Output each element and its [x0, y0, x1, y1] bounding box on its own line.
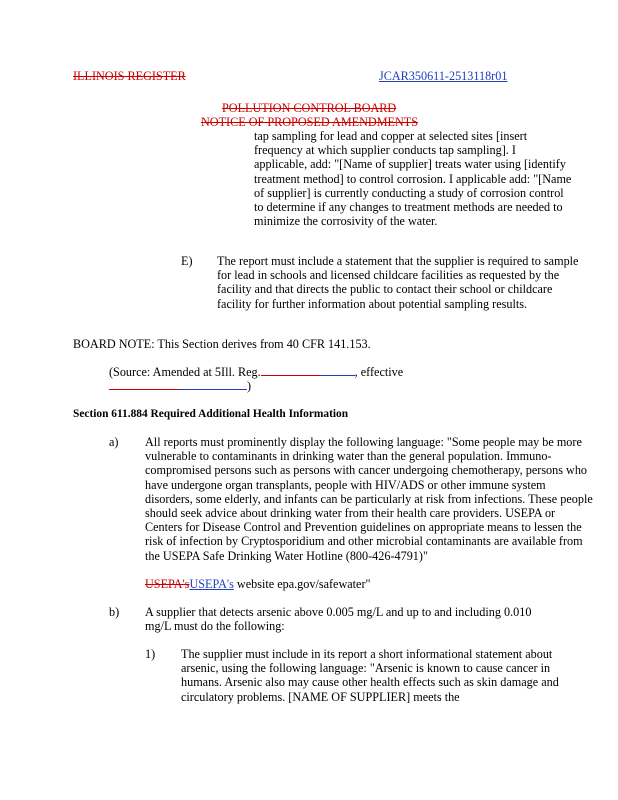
document-id: JCAR350611-2513118r01 — [379, 69, 508, 83]
item-b1-text: The supplier must include in its report a short informational statement about arsenic, using the following language: "Arsenic is known to cause cancer in humans. Arsenic also may cause other health effects such as skin damage and circulatory problems. [NAME OF SUPPLIER] meets the — [181, 647, 559, 704]
deleted-usepa: USEPA's — [145, 577, 190, 591]
notice-title: NOTICE OF PROPOSED AMENDMENTS — [201, 115, 419, 129]
item-e-text: The report must include a statement that the supplier is required to sample for lead in schools and licensed childcare facilities as requested by the facility and that directs the public to contact their school or childcare facility for further information about potential sampling results. — [217, 254, 579, 311]
item-e-label: E) — [181, 254, 193, 268]
item-a-tail-rest: website epa.gov/safewater" — [233, 577, 371, 591]
source-reg: Reg. — [234, 365, 261, 379]
section-heading: Section 611.884 Required Additional Health Information — [73, 408, 349, 420]
item-a-text: All reports must prominently display the following language: "Some people may be more vulnerable to contaminants in drinking water than the general population. Immuno-compromised persons such as persons with cancer undergoing chemotherapy, persons who have undergone organ transplants, people with HIV/ADS or other immune system disorders, some elderly, and infants can be particularly at risk from infections. These people should seek advice about drinking water from their health care providers. USEPA or Centers for Disease Control and Prevention guidelines on appropriate means to lessen the risk of infection by Cryptosporidium and other microbial contaminants are available from the USEPA Safe Drinking Water Hotline (800-426-4791)" — [145, 435, 593, 563]
source-line — [109, 365, 549, 379]
inserted-date-blank — [179, 380, 247, 390]
source-close: ) — [247, 379, 252, 393]
source-prefix: (Source: Amended at 5 — [109, 365, 222, 379]
agency-name: POLLUTION CONTROL BOARD — [222, 101, 397, 115]
source-effective: , effective — [354, 365, 404, 379]
board-note: BOARD NOTE: This Section derives from 40 CFR 141.153. — [73, 337, 371, 351]
inserted-blank — [321, 366, 355, 376]
item-b1-label: 1) — [145, 647, 156, 661]
deleted-blank — [261, 366, 321, 376]
item-a-tail — [145, 577, 371, 591]
item-b-label: b) — [109, 605, 120, 619]
register-title: ILLINOIS REGISTER — [73, 69, 186, 83]
item-a-label: a) — [109, 435, 119, 449]
continued-paragraph: tap sampling for lead and copper at selected sites [insert frequency at which supplier conducts tap sampling]. I applicable, add: "[Name of supplier] treats water using [identify treatment method] to control corrosion. I applicable add: "[Name of supplier] is currently conducting a study of corrosion control to determine if any changes to treatment methods are needed to minimize the corrosivity of the water. — [254, 129, 572, 229]
deleted-date-blank — [109, 380, 179, 390]
source-line-2 — [109, 379, 251, 393]
inserted-usepa: USEPA's — [189, 577, 234, 591]
item-b-text: A supplier that detects arsenic above 0.005 mg/L and up to and including 0.010 mg/L must do the following: — [145, 605, 532, 634]
source-ill: Ill. — [221, 365, 235, 379]
